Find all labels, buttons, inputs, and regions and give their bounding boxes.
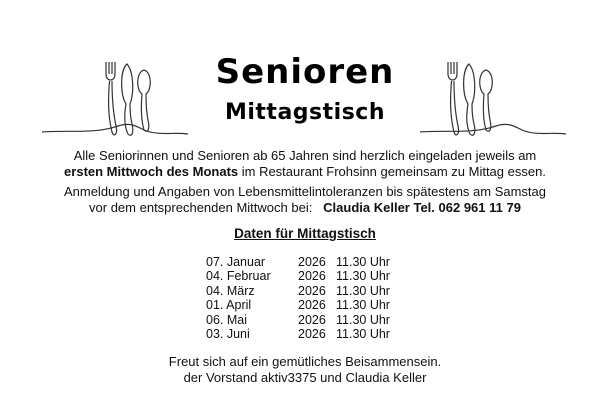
intro-line-1: Alle Seniorinnen und Senioren ab 65 Jahren sind herzlich eingeladen jeweils am: [73, 148, 537, 163]
registration-prefix: vor dem entsprechenden Mittwoch bei:: [89, 200, 313, 215]
date-row: [206, 284, 396, 298]
page-subtitle: Mittagstisch: [224, 100, 385, 125]
year-cell: 2026: [298, 298, 326, 313]
time-cell: 11.30 Uhr: [336, 298, 390, 313]
year-cell: 2026: [298, 283, 326, 298]
date-cell: 04. März: [206, 283, 255, 298]
year-cell: 2026: [298, 327, 326, 342]
dates-list: [206, 255, 396, 341]
date-cell: 07. Januar: [206, 255, 266, 269]
intro-line-2-rest: im Restaurant Frohsinn gemeinsam zu Mittag essen.: [238, 164, 546, 179]
year-cell: 2026: [298, 255, 326, 269]
registration-line-2: [0, 200, 610, 216]
intro-highlight: ersten Mittwoch des Monats: [64, 164, 239, 179]
date-row: [206, 269, 396, 283]
time-cell: 11.30 Uhr: [336, 283, 390, 298]
year-cell: 2026: [298, 269, 326, 284]
date-cell: 06. Mai: [206, 312, 247, 327]
date-row: [206, 313, 396, 327]
date-row: [206, 327, 396, 341]
time-cell: 11.30 Uhr: [336, 255, 390, 269]
year-cell: 2026: [298, 312, 326, 327]
date-cell: 04. Februar: [206, 269, 271, 284]
time-cell: 11.30 Uhr: [336, 269, 390, 284]
dates-heading: Daten für Mittagstisch: [234, 226, 376, 241]
date-row: [206, 255, 396, 269]
date-cell: 03. Juni: [206, 327, 250, 342]
closing-line-2: der Vorstand aktiv3375 und Claudia Keller: [183, 370, 427, 385]
date-row: [206, 298, 396, 312]
page-title: Senioren: [215, 52, 395, 92]
registration-contact: Claudia Keller Tel. 062 961 11 79: [323, 200, 521, 215]
intro-line-2: [0, 164, 610, 180]
time-cell: 11.30 Uhr: [336, 327, 390, 342]
closing-line-1: Freut sich auf ein gemütliches Beisammensein.: [168, 354, 442, 369]
registration-line-1: Anmeldung und Angaben von Lebensmittelintoleranzen bis spätestens am Samstag: [63, 184, 547, 199]
date-cell: 01. April: [206, 298, 252, 313]
time-cell: 11.30 Uhr: [336, 312, 390, 327]
